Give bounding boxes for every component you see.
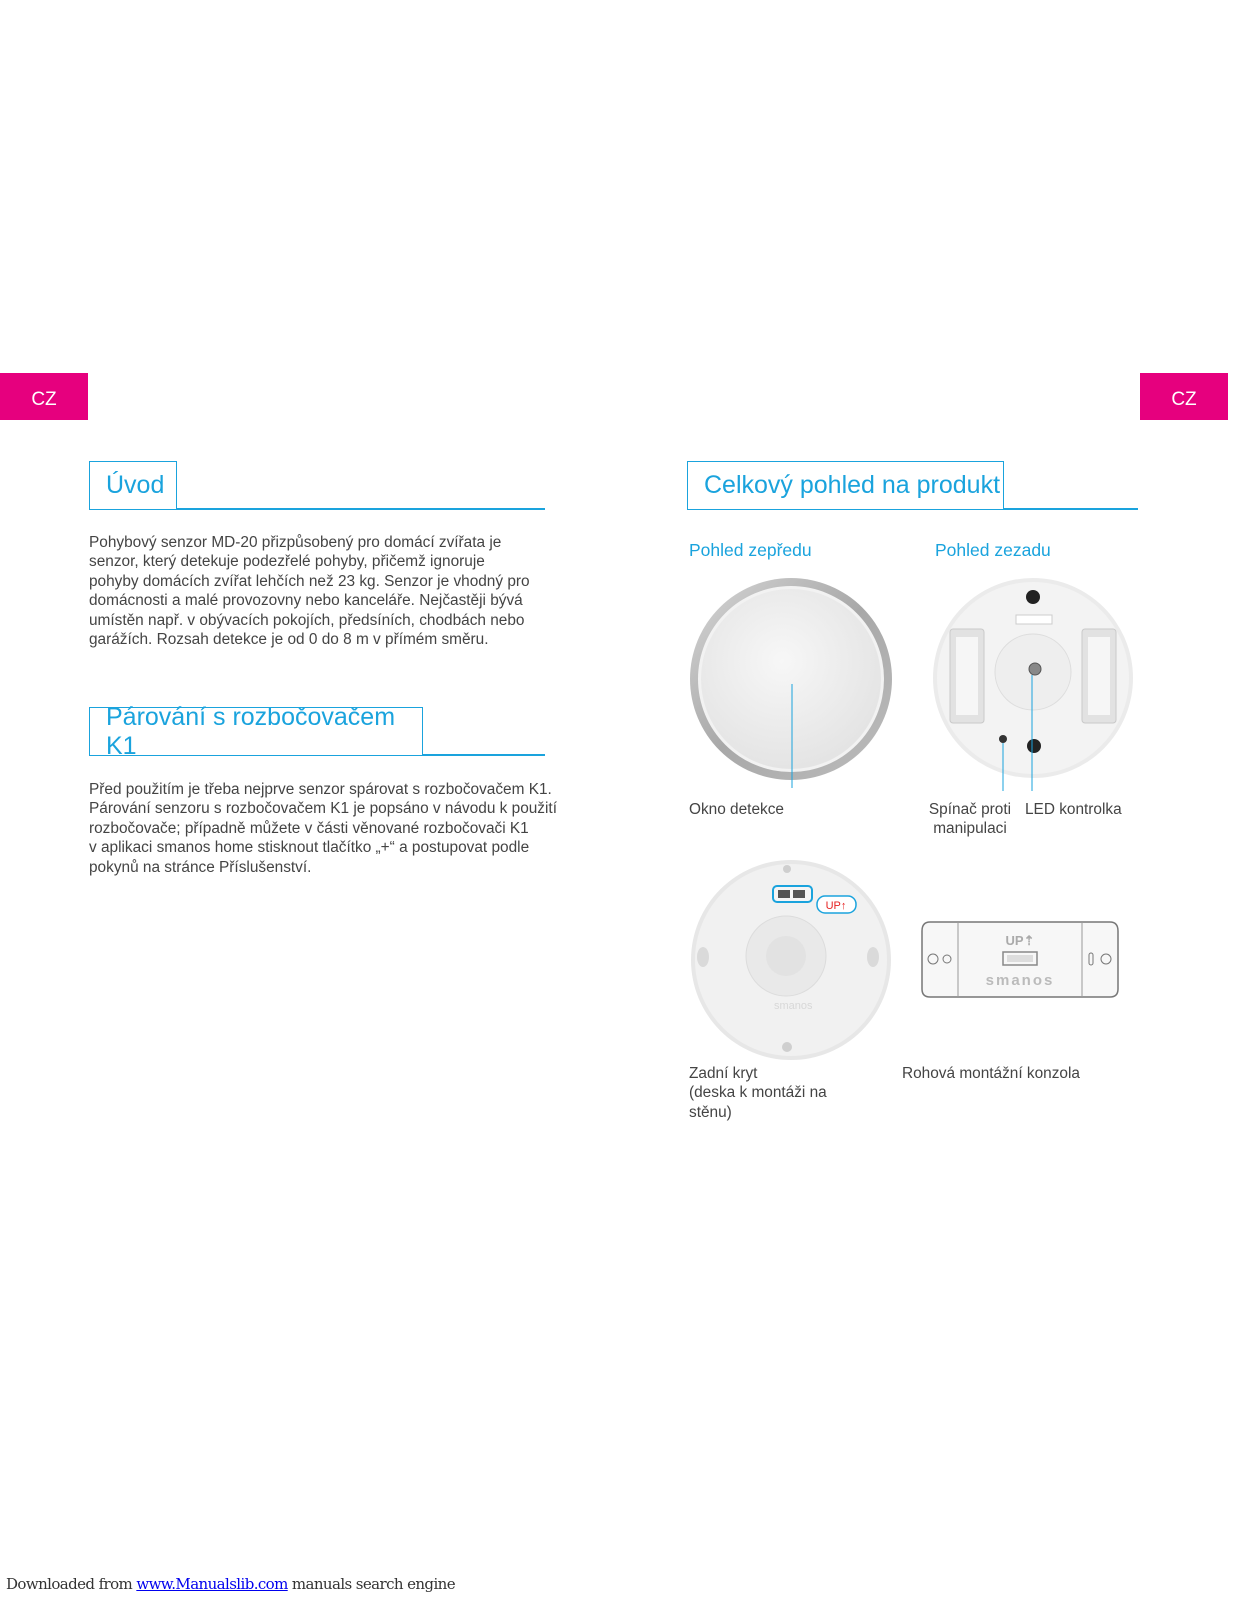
back-cover-brand-marking: smanos [774, 1000, 813, 1012]
corner-bracket-label: Rohová montážní konzola [902, 1065, 1080, 1082]
intro-heading: Úvod [89, 461, 177, 510]
back-view-label: Pohled zezadu [935, 540, 1051, 560]
intro-line: domácnosti a malé provozovny nebo kanceláře. Nejčastěji bývá [89, 592, 523, 610]
bracket-up-marking: UP⇡ [1005, 933, 1035, 948]
download-footer [6, 1575, 455, 1593]
tamper-switch-label-line: Spínač proti [928, 801, 1012, 818]
back-cover-label-line: Zadní kryt [689, 1065, 758, 1082]
tamper-switch-label-line: manipulaci [933, 820, 1007, 838]
led-indicator-label: LED kontrolka [1025, 801, 1122, 818]
intro-line: garážích. Rozsah detekce je od 0 do 8 m v přímém směru. [89, 631, 489, 649]
intro-line: senzor, který detekuje podezřelé pohyby, přičemž ignoruje [89, 553, 485, 571]
pairing-paragraph [89, 780, 557, 877]
pairing-heading-rule [423, 754, 545, 756]
back-cover-up-marking: UP↑ [825, 900, 847, 912]
pairing-line: rozbočovače; případně můžete v části věnované rozbočovači K1 [89, 819, 529, 837]
sensor-front-image [688, 576, 894, 782]
intro-line: pohyby domácích zvířat lehčích než 23 kg. Senzor je vhodný pro [89, 572, 530, 590]
intro-line: umístěn např. v obývacích pokojích, předsíních, chodbách nebo [89, 611, 525, 629]
intro-heading-rule [177, 508, 545, 510]
manualslib-link[interactable]: www.Manualslib.com [136, 1575, 288, 1593]
footer-suffix: manuals search engine [287, 1575, 455, 1593]
language-tab-left: CZ [0, 373, 88, 420]
pairing-heading: Párování s rozbočovačem K1 [89, 707, 423, 756]
back-cover-label-line: (deska k montáži na [689, 1084, 827, 1102]
corner-bracket-image [920, 919, 1120, 1000]
sensor-back-image [932, 577, 1135, 780]
back-cover-label-line: stěnu) [689, 1103, 732, 1121]
bracket-brand-marking: smanos [985, 972, 1055, 989]
front-view-label: Pohled zepředu [689, 540, 812, 560]
intro-line: Pohybový senzor MD-20 přizpůsobený pro domácí zvířata je [89, 534, 502, 551]
pairing-line: Před použitím je třeba nejprve senzor spárovat s rozbočovačem K1. [89, 781, 552, 798]
pairing-line: pokynů na stránce Příslušenství. [89, 858, 312, 876]
pairing-line: v aplikaci smanos home stisknout tlačítko „+“ a postupovat podle [89, 839, 530, 857]
footer-prefix: Downloaded from [6, 1575, 137, 1593]
pairing-line: Párování senzoru s rozbočovačem K1 je popsáno v návodu k použití [89, 800, 557, 818]
back-cover-image [690, 859, 892, 1061]
language-tab-right: CZ [1140, 373, 1228, 420]
tamper-switch-label [928, 800, 1012, 839]
overview-heading-rule [1004, 508, 1138, 510]
back-cover-label [689, 1064, 827, 1122]
detection-window-label: Okno detekce [689, 801, 784, 818]
intro-paragraph [89, 533, 530, 649]
overview-heading: Celkový pohled na produkt [687, 461, 1004, 510]
